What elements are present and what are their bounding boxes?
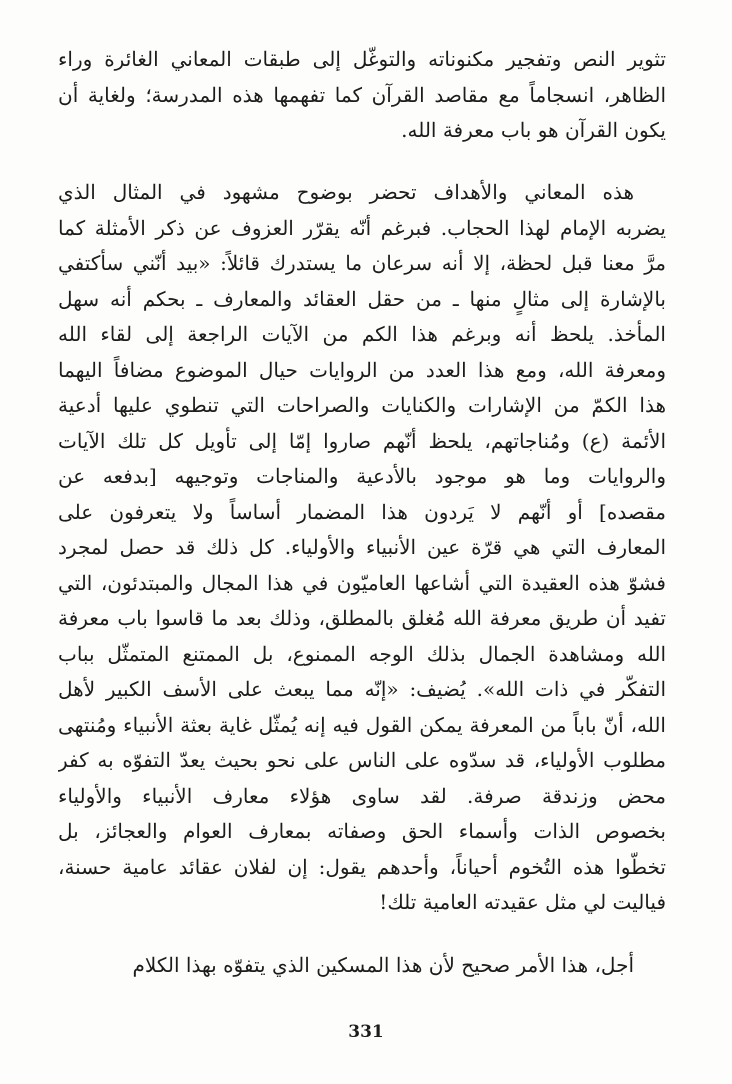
text-line: بالإشارة إلى مثالٍ منها ـ من حقل العقائد والمعارف ـ بحكم أنه سهل [58, 286, 666, 311]
text-line: ومعرفة الله، ومع هذا العدد من الروايات حيال الموضوع مضافاً اليهما [58, 357, 666, 382]
paragraph-2 [58, 175, 666, 921]
text-line: هذا الكمّ من الإشارات والكنايات والصراحات التي تنطوي عليها أدعية [58, 393, 666, 417]
text-line: فياليت لي مثل عقيدته العامية تلك! [379, 890, 666, 914]
text-line: والروايات وما هو موجود بالأدعية والمناجات وتوجيهه [بدفعه عن [58, 464, 666, 488]
text-line: تثوير النص وتفجير مكنوناته والتوغّل إلى طبقات المعاني الغائرة وراء [58, 47, 666, 71]
paragraph-3 [58, 948, 666, 984]
text-line: الله، أنّ باباً من المعرفة يمكن القول فيه إنه يُمثّل غاية بعثة الأنبياء ومُنتهى [58, 712, 666, 737]
text-line: أجل، هذا الأمر صحيح لأن هذا المسكين الذي يتفوّه بهذا الكلام [132, 953, 634, 977]
text-line: محض وزندقة صرفة. لقد ساوى هؤلاء معارف الأنبياء والأولياء [58, 783, 666, 808]
paragraph-1 [58, 42, 666, 149]
text-line: مطلوب الأولياء، قد سدّوه على الناس على نحو بحيث يعدّ التفوّه به كفر [58, 748, 666, 772]
text-line: مرَّ معنا قبل لحظة، إلا أنه سرعان ما يستدرك قائلاً: «بيد أنّني سأكتفي [58, 251, 666, 275]
text-line: تخطّوا هذه التُخوم أحياناً، وأحدهم يقول: إن لفلان عقائد عامية حسنة، [58, 854, 666, 879]
text-line: يضربه الإمام لهذا الحجاب. فبرغم أنّه يقرّر العزوف عن ذكر الأمثلة كما [58, 215, 666, 240]
text-line: الأئمة (ع) ومُناجاتهم، يلحظ أنّهم صاروا إمّا إلى تأويل كل تلك الآيات [58, 428, 666, 453]
text-line: تفيد أن طريق معرفة الله مُغلق بالمطلق، وذلك بعد ما قاسوا باب معرفة [58, 606, 666, 630]
text-line: الظاهر، انسجاماً مع مقاصد القرآن كما تفهمها هذه المدرسة؛ ولغاية أن [58, 82, 666, 107]
page-number: 331 [348, 1022, 384, 1042]
text-line: الله ومشاهدة الجمال بذلك الوجه الممنوع، بل الممتنع المتمثّل بباب [58, 641, 666, 666]
text-line: هذه المعاني والأهداف تحضر بوضوح مشهود في المثال الذي [58, 180, 634, 204]
text-line: المأخذ. يلحظ أنه وبرغم هذا الكم من الآيات الراجعة إلى لقاء الله [58, 322, 666, 346]
text-line: مقصده] أو أنّهم لا يَردون هذا المضمار أساساً ولا يتعرفون على [58, 499, 666, 524]
text-line: المعارف التي هي قرّة عين الأنبياء والأولياء. كل ذلك قد حصل لمجرد [58, 535, 666, 559]
text-line: يكون القرآن هو باب معرفة الله. [401, 118, 666, 142]
text-line: التفكّر في ذات الله». يُضيف: «إنّه مما يبعث على الأسف الكبير لأهل [58, 677, 666, 701]
text-line: بخصوص الذات وأسماء الحق وصفاته بمعارف العوام والعجائز، بل [58, 819, 666, 843]
text-line: فشوّ هذه العقيدة التي أشاعها العاميّون في هذا المجال والمبتدئون، التي [58, 570, 666, 595]
